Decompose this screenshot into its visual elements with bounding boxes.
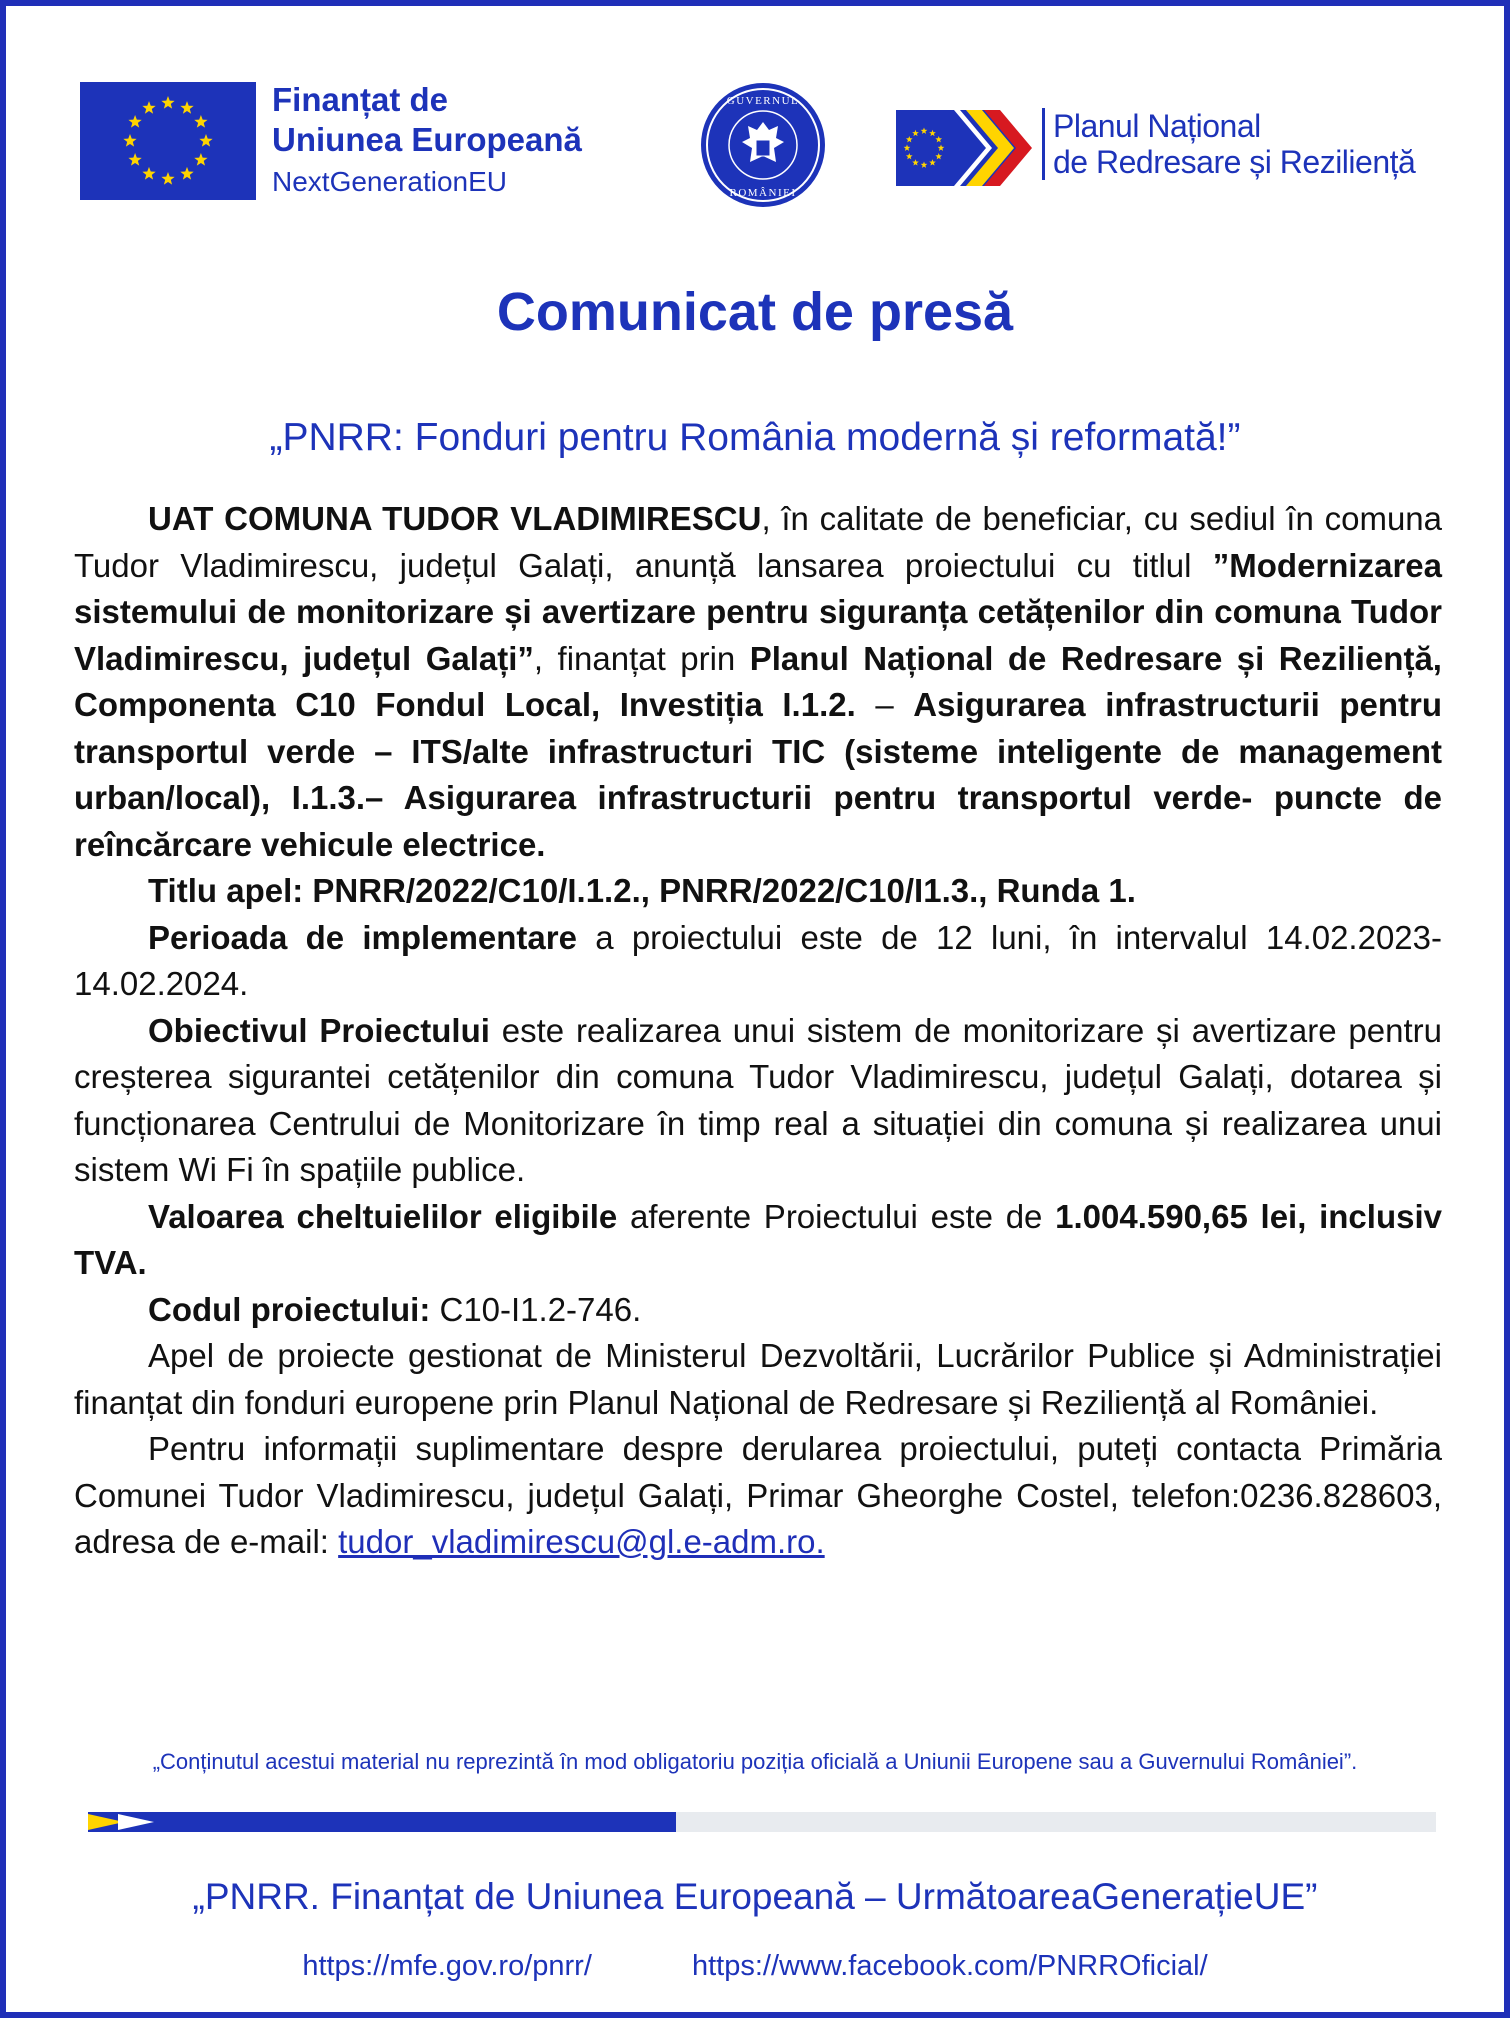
paragraph-implementation-period: [74, 915, 1442, 1008]
eu-flag-icon: [80, 82, 256, 200]
eu-label-line2: Uniunea Europeană: [272, 121, 582, 158]
pnrr-label: [1042, 108, 1415, 180]
eu-label-line1: Finanțat de: [272, 81, 449, 118]
program-name: Planul Național de Redresare și Reziliență, Componenta C10 Fondul Local, Investiția I.1.2.: [74, 639, 1442, 723]
paragraph-project-code: [74, 1287, 1442, 1334]
footer-links: [6, 1948, 1504, 1984]
contact-email-link[interactable]: tudor_vladimirescu@gl.e-adm.ro.: [338, 1523, 825, 1560]
pnrr-arrow-logo-icon: [896, 110, 1032, 186]
beneficiary-name: UAT COMUNA TUDOR VLADIMIRESCU: [148, 500, 762, 537]
paragraph-objective: [74, 1008, 1442, 1194]
pnrr-label-line1: Planul Național: [1053, 108, 1261, 144]
announcement-text: , în calitate de beneficiar, cu sediul în comuna Tudor Vladimirescu, județul Galați, anunță lansarea proiectului cu titlul: [74, 500, 1443, 584]
project-code-label: Codul proiectului:: [148, 1290, 431, 1328]
press-release-body: [74, 496, 1442, 1566]
contact-text: Pentru informații suplimentare despre derularea proiectului, puteți contacta Primăria Comunei Tudor Vladimirescu, județul Galați, Primar Gheorghe Costel, telefon:0236.828603, adresa de e-mail:: [74, 1430, 1442, 1560]
project-code: C10-I1.2-746.: [430, 1290, 642, 1328]
romanian-government-seal-icon: [698, 80, 828, 210]
implementation-label: Perioada de implementare: [148, 918, 577, 956]
decorative-progress-bar: [88, 1812, 1436, 1832]
disclaimer: „Conținutul acestui material nu reprezintă în mod obligatoriu poziția oficială a Uniunii Europene sau a Guvernului României”.: [152, 1749, 1358, 1774]
investment-details: Asigurarea infrastructurii pentru transportul verde – ITS/alte infrastructuri TIC (sisteme inteligente de management urban/local), I.1.3.– Asigurarea infrastructurii pentru transportul verde- puncte de reîncărcare vehicule electrice.: [74, 686, 1442, 863]
implementation-text: a proiectului este de 12 luni, în intervalul 14.02.2023-14.02.2024.: [74, 918, 1442, 1002]
pnrr-label-line2: de Redresare și Reziliență: [1053, 144, 1416, 180]
project-title: ”Modernizarea sistemului de monitorizare și avertizare pentru siguranța cetățenilor din comuna Tudor Vladimirescu, județul Galați”: [74, 546, 1442, 677]
eligible-value-text: aferente Proiectului este de: [617, 1197, 1056, 1235]
svg-text:GUVERNUL: GUVERNUL: [726, 95, 800, 107]
objective-label: Obiectivul Proiectului: [148, 1011, 490, 1049]
footer-slogan: „PNRR. Finanțat de Uniunea Europeană – UrmătoareaGenerațieUE”: [192, 1876, 1318, 1917]
eligible-value-label: Valoarea cheltuielilor eligibile: [148, 1197, 618, 1235]
logo-header: [80, 80, 1470, 220]
dash-separator: –: [855, 686, 914, 723]
paragraph-project-announcement: [74, 496, 1442, 868]
paragraph-eligible-value: [74, 1194, 1442, 1287]
mfe-link[interactable]: https://mfe.gov.ro/pnrr/: [302, 1950, 592, 1982]
facebook-link[interactable]: https://www.facebook.com/PNRROficial/: [691, 1950, 1208, 1982]
eu-funding-label: [272, 80, 582, 204]
eu-label-line3: NextGenerationEU: [272, 166, 508, 197]
objective-text: este realizarea unui sistem de monitorizare și avertizare pentru creșterea sigurantei cetățenilor din comuna Tudor Vladimirescu, județul Galați, dotarea și funcționarea Centrului de Monitorizare în timp real a situației din comuna și realizarea unui sistem Wi Fi în spațiile publice.: [74, 1011, 1443, 1188]
eligible-value-amount: 1.004.590,65 lei, inclusiv TVA.: [74, 1197, 1442, 1281]
call-title: Titlu apel: PNRR/2022/C10/I.1.2., PNRR/2022/C10/I1.3., Runda 1.: [148, 872, 1136, 909]
page-subtitle: „PNRR: Fonduri pentru România modernă și reformată!”: [269, 416, 1241, 459]
page-title: Comunicat de presă: [496, 282, 1014, 342]
paragraph-call-management: Apel de proiecte gestionat de Ministerul Dezvoltării, Lucrărilor Publice și Administrației finanțat din fonduri europene prin Planul Național de Redresare și Reziliență al României.: [74, 1337, 1442, 1421]
svg-text:ROMÂNIEI: ROMÂNIEI: [729, 187, 797, 199]
financing-text: , finanțat prin: [533, 639, 750, 677]
paragraph-contact: [74, 1426, 1442, 1566]
paragraph-call-title: [74, 868, 1442, 915]
